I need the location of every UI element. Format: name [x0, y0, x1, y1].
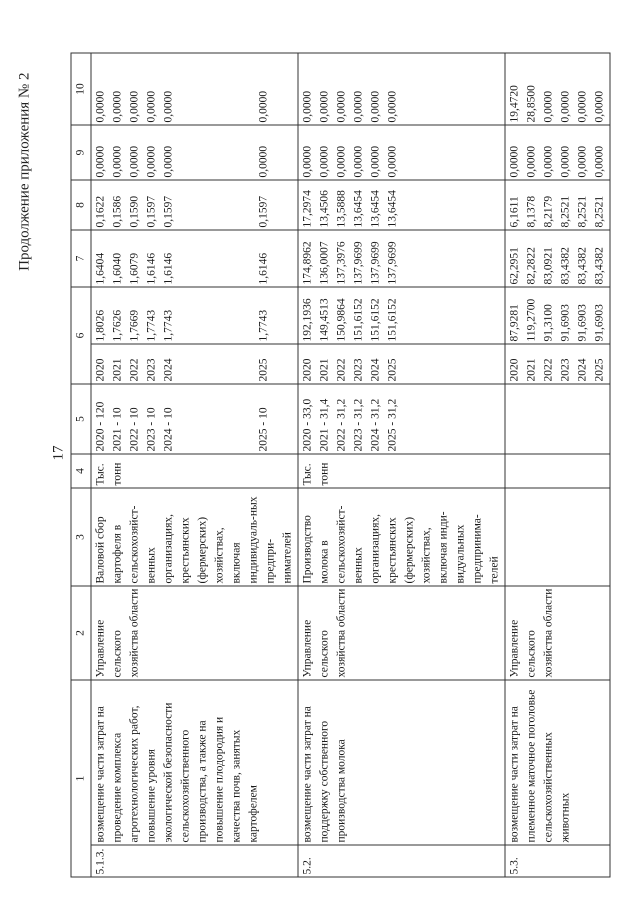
total-value: 151,6152	[352, 297, 364, 341]
regional-value: 0,1597	[145, 195, 157, 227]
table-row	[91, 53, 298, 877]
measure-name: возмещение части затрат на проведение комплекса агротехнологических работ, повышение уровня экологической безопасности сельскохозяйственного производства, а также на повышение плодородия и качества почв, занятых картофелем	[91, 680, 298, 845]
local-value: 0,0000	[593, 145, 605, 177]
other-value: 19,4720	[508, 84, 520, 122]
program-table	[70, 52, 610, 877]
federal-value: 1,6079	[128, 252, 140, 284]
federal-value: 1,6146	[257, 252, 269, 284]
target-value: 2025 - 31,2	[386, 398, 398, 451]
col-header-10: 10	[71, 53, 91, 125]
federal-value: 1,6040	[111, 252, 123, 284]
executor: Управление сельского хозяйства области	[505, 586, 610, 680]
local-value: 0,0000	[352, 145, 364, 177]
local-value: 0,0000	[145, 145, 157, 177]
col-header-3: 3	[71, 488, 91, 586]
local-value: 0,0000	[301, 145, 313, 177]
regional-value: 6,1611	[508, 195, 520, 227]
total-value: 151,6152	[386, 297, 398, 341]
other-value: 0,0000	[257, 90, 269, 122]
local-value: 0,0000	[111, 145, 123, 177]
total-value: 1,7669	[128, 309, 140, 341]
federal-value: 137,9699	[369, 240, 381, 284]
regional-value: 8,1378	[525, 195, 537, 227]
target-value: 2021 - 31,4	[318, 398, 330, 451]
total-value: 150,9864	[335, 297, 347, 341]
page-number: 17	[50, 445, 66, 460]
total-value: 1,8026	[94, 309, 106, 341]
other-value: 0,0000	[576, 90, 588, 122]
target-value: 2024 - 31,2	[369, 398, 381, 451]
year: 2023	[559, 358, 571, 381]
appendix-continuation-heading: Продолжение приложения № 2	[16, 72, 32, 271]
local-value: 0,0000	[257, 145, 269, 177]
target-value: 2020 - 120	[94, 401, 106, 451]
other-value: 0,0000	[318, 90, 330, 122]
local-value: 0,0000	[576, 145, 588, 177]
total-value: 119,2700	[525, 298, 537, 341]
other-value: 0,0000	[352, 90, 364, 122]
indicator	[505, 488, 610, 586]
regional-value: 0,1597	[257, 195, 269, 227]
target-value: 2021 - 10	[111, 406, 123, 451]
local-value: 0,0000	[386, 145, 398, 177]
other-value: 0,0000	[111, 90, 123, 122]
unit: Тыс. тонн	[298, 454, 505, 488]
year: 2022	[542, 358, 554, 381]
target-value: 2023 - 31,2	[352, 398, 364, 451]
local-value: 0,0000	[162, 145, 174, 177]
col-header-8: 8	[71, 180, 91, 230]
federal-value: 62,2951	[508, 246, 520, 284]
year: 2020	[301, 358, 313, 381]
year: 2024	[576, 358, 588, 381]
other-value: 0,0000	[335, 90, 347, 122]
federal-value: 137,3976	[335, 240, 347, 284]
col-header-1: 1	[71, 680, 91, 877]
regional-value: 13,4506	[318, 189, 330, 227]
year: 2020	[508, 358, 520, 381]
federal-value: 83,0921	[542, 246, 554, 284]
regional-value: 8,2521	[593, 195, 605, 227]
target-value: 2020 - 33,0	[301, 398, 313, 451]
regional-value: 0,1622	[94, 195, 106, 227]
other-value: 0,0000	[128, 90, 140, 122]
local-value: 0,0000	[335, 145, 347, 177]
regional-value: 13,6454	[352, 189, 364, 227]
table-row	[505, 53, 610, 877]
other-value: 0,0000	[593, 90, 605, 122]
row-code: 5.1.3.	[91, 845, 298, 877]
federal-value: 137,9699	[352, 240, 364, 284]
total-value: 91,6903	[593, 303, 605, 341]
year: 2021	[525, 358, 537, 381]
other-value: 0,0000	[162, 90, 174, 122]
regional-value: 8,2521	[576, 195, 588, 227]
federal-value: 136,0007	[318, 240, 330, 284]
measure-name: возмещение части затрат на поддержку собственного производства молока	[298, 680, 505, 845]
table-row	[298, 53, 505, 877]
year: 2021	[111, 358, 123, 381]
federal-value: 83,4382	[559, 246, 571, 284]
regional-value: 13,5888	[335, 189, 347, 227]
local-value: 0,0000	[542, 145, 554, 177]
total-value: 91,6903	[559, 303, 571, 341]
regional-value: 17,2974	[301, 189, 313, 227]
year: 2020	[94, 358, 106, 381]
row-code: 5.2.	[298, 845, 505, 877]
federal-value: 83,4382	[576, 246, 588, 284]
year: 2025	[593, 358, 605, 381]
col-header-9: 9	[71, 125, 91, 180]
other-value: 0,0000	[542, 90, 554, 122]
regional-value: 0,1590	[128, 195, 140, 227]
local-value: 0,0000	[525, 145, 537, 177]
total-value: 1,7743	[257, 309, 269, 341]
year: 2022	[128, 358, 140, 381]
other-value: 0,0000	[386, 90, 398, 122]
regional-value: 8,2521	[559, 195, 571, 227]
year: 2025	[257, 358, 269, 381]
local-value: 0,0000	[94, 145, 106, 177]
year: 2025	[386, 358, 398, 381]
measure-name: возмещение части затрат на племенное маточное поголовье сельскохозяйственных животных	[505, 680, 610, 845]
unit	[505, 454, 610, 488]
executor: Управление сельского хозяйства области	[298, 586, 505, 680]
federal-value: 1,6146	[145, 252, 157, 284]
target-value: 2022 - 31,2	[335, 398, 347, 451]
col-header-7: 7	[71, 230, 91, 287]
federal-value: 137,9699	[386, 240, 398, 284]
federal-value: 83,4382	[593, 246, 605, 284]
other-value: 28,8500	[525, 84, 537, 122]
other-value: 0,0000	[94, 90, 106, 122]
year: 2023	[352, 358, 364, 381]
total-value: 87,9281	[508, 303, 520, 341]
row-code: 5.3.	[505, 845, 610, 877]
total-value: 192,1936	[301, 297, 313, 341]
year: 2023	[145, 358, 157, 381]
federal-value: 82,2822	[525, 246, 537, 284]
total-value: 91,3100	[542, 303, 554, 341]
total-value: 91,6903	[576, 303, 588, 341]
year: 2021	[318, 358, 330, 381]
local-value: 0,0000	[508, 145, 520, 177]
executor: Управление сельского хозяйства области	[91, 586, 298, 680]
regional-value: 0,1597	[162, 195, 174, 227]
federal-value: 1,6404	[94, 252, 106, 284]
regional-value: 13,6454	[369, 189, 381, 227]
target-value: 2024 - 10	[162, 406, 174, 451]
regional-value: 13,6454	[386, 189, 398, 227]
year: 2024	[162, 358, 174, 381]
unit: Тыс. тонн	[91, 454, 298, 488]
total-value: 1,7626	[111, 309, 123, 341]
total-value: 151,6152	[369, 297, 381, 341]
local-value: 0,0000	[369, 145, 381, 177]
col-header-4: 4	[71, 454, 91, 488]
regional-value: 0,1586	[111, 195, 123, 227]
local-value: 0,0000	[318, 145, 330, 177]
target-value: 2022 - 10	[128, 406, 140, 451]
header-row	[71, 53, 91, 877]
total-value: 149,4513	[318, 297, 330, 341]
target-value: 2023 - 10	[145, 406, 157, 451]
regional-value: 8,2179	[542, 195, 554, 227]
local-value: 0,0000	[128, 145, 140, 177]
other-value: 0,0000	[145, 90, 157, 122]
col-header-5: 5	[71, 384, 91, 454]
total-value: 1,7743	[145, 309, 157, 341]
year: 2024	[369, 358, 381, 381]
col-header-6: 6	[71, 287, 91, 384]
year: 2022	[335, 358, 347, 381]
target-value: 2025 - 10	[257, 406, 269, 451]
col-header-2: 2	[71, 586, 91, 680]
indicator: Валовой сбор картофеля в сельскохозяйст-венных организациях, крестьянских (фермерских) хозяйствах, включая индивидуаль-ных предпри-нимателей	[91, 488, 298, 586]
federal-value: 1,6146	[162, 252, 174, 284]
other-value: 0,0000	[559, 90, 571, 122]
total-value: 1,7743	[162, 309, 174, 341]
other-value: 0,0000	[369, 90, 381, 122]
other-value: 0,0000	[301, 90, 313, 122]
local-value: 0,0000	[559, 145, 571, 177]
indicator: Производство молока в сельскохозяйст-венных организациях, крестьянских (фермерских) хозяйствах, включая инди-видуальных предпринима-телей	[298, 488, 505, 586]
federal-value: 174,8962	[301, 240, 313, 284]
